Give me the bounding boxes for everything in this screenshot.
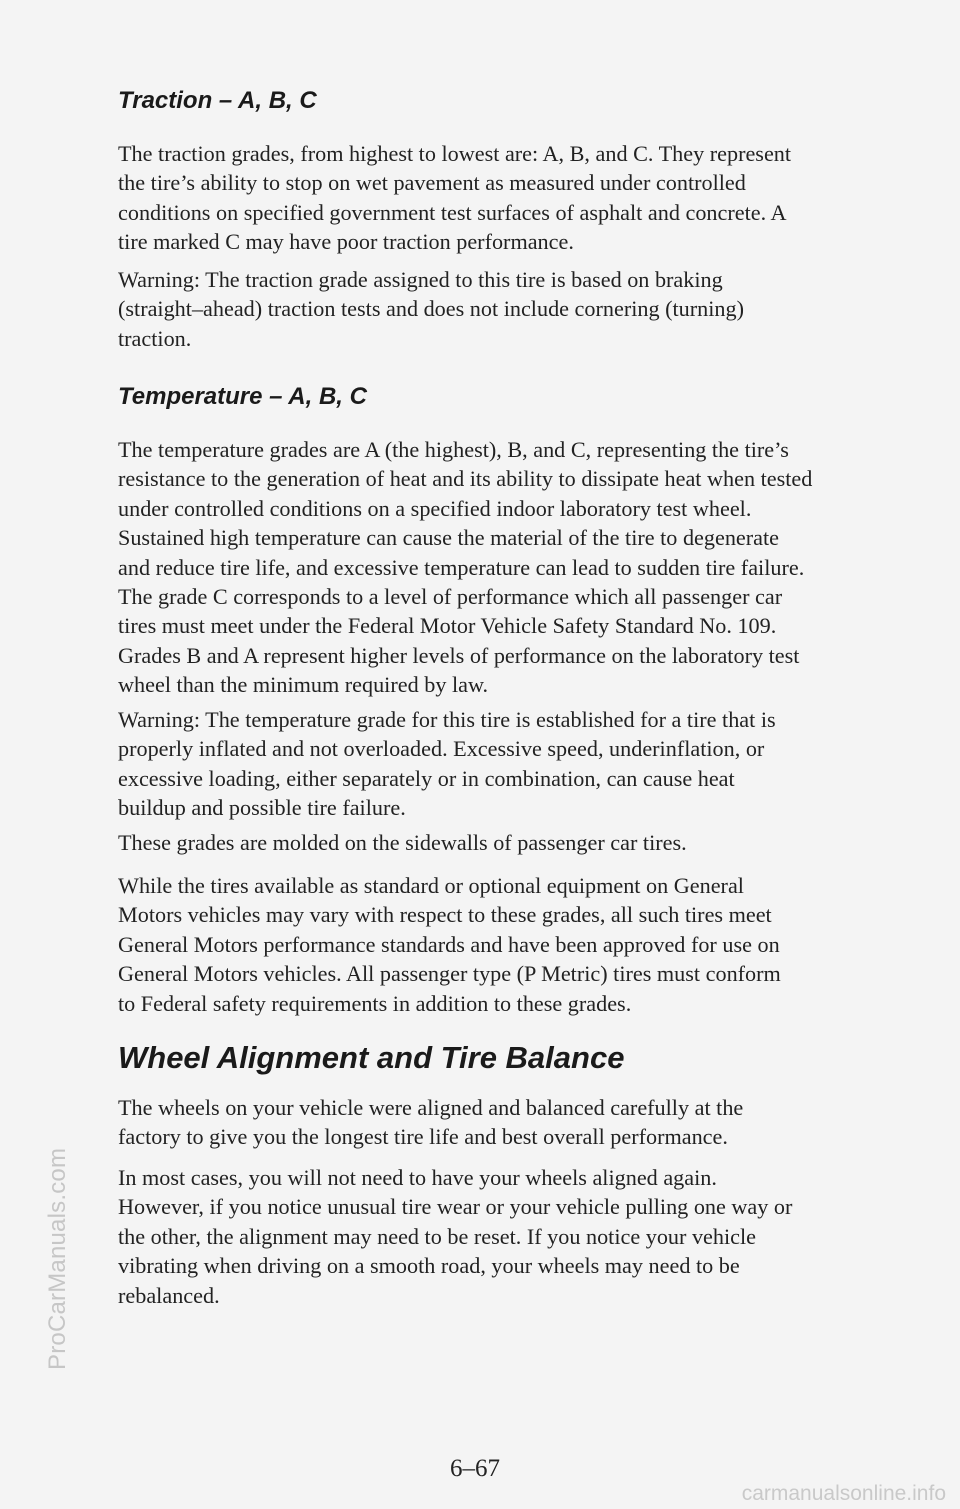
text-line: General Motors vehicles. All passenger type (P Metric) tires must conform <box>118 961 781 987</box>
traction-warning-paragraph <box>118 265 918 353</box>
text-line: The temperature grades are A (the highest), B, and C, representing the tire’s <box>118 437 789 462</box>
temperature-heading: Temperature – A, B, C <box>118 383 367 410</box>
text-line: Warning: The temperature grade for this tire is established for a tire that is <box>118 707 776 732</box>
text-line: tire marked C may have poor traction performance. <box>118 229 574 255</box>
text-line: to Federal safety requirements in addition to these grades. <box>118 990 632 1016</box>
text-line: under controlled conditions on a specified indoor laboratory test wheel. <box>118 495 752 521</box>
text-line: Grades B and A represent higher levels of performance on the laboratory test <box>118 642 800 668</box>
text-line: vibrating when driving on a smooth road, your wheels may need to be <box>118 1253 740 1279</box>
traction-heading: Traction – A, B, C <box>118 87 317 114</box>
text-line: These grades are molded on the sidewalls of passenger car tires. <box>118 830 687 855</box>
footer-watermark: carmanualsonline.info <box>741 1482 946 1505</box>
text-line: Motors vehicles may vary with respect to these grades, all such tires meet <box>118 902 772 928</box>
traction-paragraph-1 <box>118 139 918 257</box>
alignment-paragraph-2 <box>118 1163 918 1310</box>
text-line: conditions on specified government test surfaces of asphalt and concrete. A <box>118 199 787 225</box>
text-line: The traction grades, from highest to lowest are: A, B, and C. They represent <box>118 141 792 166</box>
text-line: buildup and possible tire failure. <box>118 795 406 821</box>
sidewall-paragraph <box>118 828 918 857</box>
text-line: and reduce tire life, and excessive temperature can lead to sudden tire failure. <box>118 554 805 580</box>
alignment-paragraph-1 <box>118 1093 918 1152</box>
text-line: tires must meet under the Federal Motor Vehicle Safety Standard No. 109. <box>118 613 777 639</box>
text-line: While the tires available as standard or optional equipment on General <box>118 873 744 898</box>
text-line: General Motors performance standards and have been approved for use on <box>118 931 780 957</box>
text-line: However, if you notice unusual tire wear or your vehicle pulling one way or <box>118 1194 793 1220</box>
page-number: 6–67 <box>450 1455 500 1482</box>
text-line: factory to give you the longest tire life and best overall performance. <box>118 1124 728 1150</box>
text-line: The grade C corresponds to a level of performance which all passenger car <box>118 584 783 610</box>
text-line: resistance to the generation of heat and its ability to dissipate heat when tested <box>118 466 813 492</box>
text-line: The wheels on your vehicle were aligned and balanced carefully at the <box>118 1095 744 1120</box>
text-line: wheel than the minimum required by law. <box>118 672 489 698</box>
general-motors-paragraph <box>118 871 918 1018</box>
text-line: excessive loading, either separately or in combination, can cause heat <box>118 765 735 791</box>
text-line: properly inflated and not overloaded. Excessive speed, underinflation, or <box>118 736 765 762</box>
text-line: Sustained high temperature can cause the material of the tire to degenerate <box>118 525 780 551</box>
text-line: (straight–ahead) traction tests and does not include cornering (turning) <box>118 296 744 322</box>
text-line: rebalanced. <box>118 1282 220 1308</box>
temperature-paragraph-1 <box>118 435 918 700</box>
temperature-warning-paragraph <box>118 705 918 823</box>
text-line: Warning: The traction grade assigned to this tire is based on braking <box>118 267 723 292</box>
text-line: the tire’s ability to stop on wet pavement as measured under controlled <box>118 170 746 196</box>
text-line: traction. <box>118 325 192 351</box>
text-line: the other, the alignment may need to be reset. If you notice your vehicle <box>118 1223 757 1249</box>
text-line: In most cases, you will not need to have your wheels aligned again. <box>118 1165 717 1190</box>
wheel-alignment-heading: Wheel Alignment and Tire Balance <box>118 1040 625 1075</box>
sidebar-watermark: ProCarManuals.com <box>44 1147 71 1370</box>
